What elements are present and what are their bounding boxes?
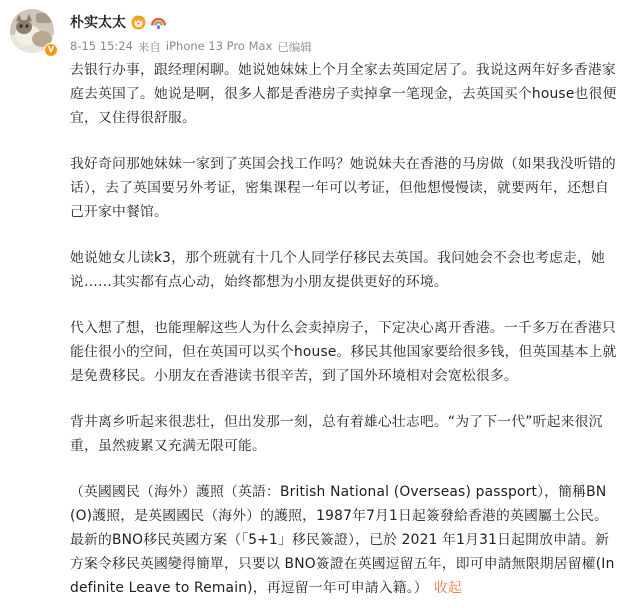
name-row [70, 12, 166, 32]
post-paragraph: 我好奇问那她妹妹一家到了英国会找工作吗？她说妹夫在香港的马房做（如果我没听错的话），去了英国要另外考证，密集课程一年可以考证，但他想慢慢读，就要两年，还想自己开家中餐馆。 [70, 156, 616, 220]
post-paragraph: 去银行办事，跟经理闲聊。她说她妹妹上个月全家去英国定居了。我说这两年好多香港家庭去英国了。她说是啊，很多人都是香港房子卖掉拿一笔现金，去英国买个house也很便宜，又住得很舒服。 [70, 62, 617, 126]
post-paragraph-last [70, 480, 618, 600]
post-paragraph: 背井离乡听起来很悲壮，但出发那一刻，总有着雄心壮志吧。“为了下一代”听起来很沉重，虽然疲累又充满无限可能。 [70, 414, 603, 454]
device-source[interactable]: iPhone 13 Pro Max [165, 39, 273, 53]
post-paragraph-text: （英國國民（海外）護照（英語：British National (Overseas) passport），簡稱BN(O)護照，是英國國民（海外）的護照，1987年7月1日起簽發給香港的英國屬土公民。最新的BNO移民英國方案（「5+1」移民簽證），已於 2021 年1月31日起開放申請。新方案令移民英國變得簡單，只要以 BNO簽證在英國逗留五年，即可申請無限期居留權(Indefinite Leave to Remain)，再逗留一年可申請入籍。） [70, 484, 615, 596]
post-paragraph: 她说她女儿读k3，那个班就有十几个人同学仔移民去英国。我问她会不会也考虑走，她说……其实都有点心动，始终都想为小朋友提供更好的环境。 [70, 250, 606, 290]
post-timestamp[interactable]: 8-15 15:24 [70, 39, 133, 53]
edited-label[interactable]: 已编辑 [277, 40, 312, 54]
post-paragraph: 代入想了想，也能理解这些人为什么会卖掉房子，下定决心离开香港。一千多万在香港只能住很小的空间，但在英国可以买个house。移民其他国家要给很多钱，但英国基本上就是免费移民。小朋友在香港读书很辛苦，到了国外环境相对会宽松很多。 [70, 320, 617, 384]
collapse-button[interactable]: 收起 [433, 580, 462, 596]
rainbow-icon[interactable] [151, 15, 166, 30]
verified-v-icon: V [44, 43, 58, 57]
post-header [0, 0, 627, 60]
source-prefix: 来自 [137, 40, 161, 54]
user-name[interactable]: 朴实太太 [70, 15, 126, 31]
post-body [70, 58, 618, 600]
crown-badge-icon[interactable] [131, 15, 146, 30]
post-meta [70, 39, 312, 55]
